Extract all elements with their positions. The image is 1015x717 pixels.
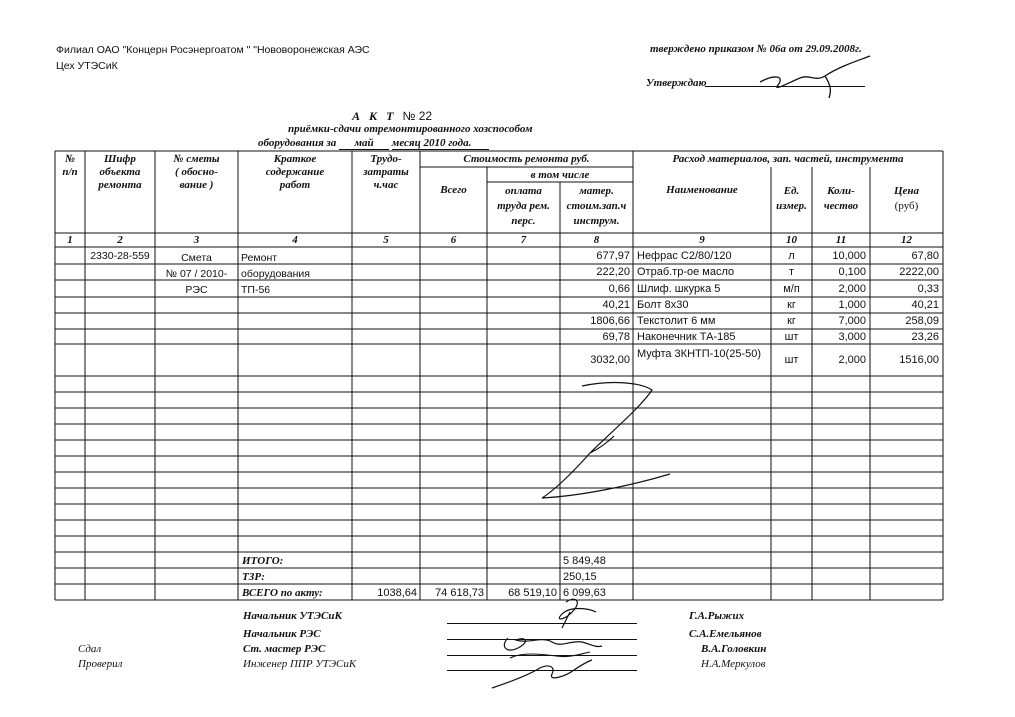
row4-mat: 40,21 [602,299,630,311]
itogo-label: ИТОГО: [242,555,284,567]
cost-group-header: Стоимость ремонта руб. [463,153,590,165]
tzr-label: ТЗР: [242,571,265,583]
colnum-8: 8 [593,234,600,246]
vsego-mat: 6 099,63 [563,587,606,599]
consumption-group-header: Расход материалов, зап. частей, инструмента [672,153,904,165]
org-line: Филиал ОАО "Концерн Росэнергоатом " "Нововоронежская АЭС [56,44,370,56]
role-head-utesik: Начальник УТЭСиК [243,610,342,622]
col-qty-header: Коли- чество [823,185,859,212]
col-mat-header: матер. стоим.зап.ч инструм. [566,185,627,227]
row2-price: 2222,00 [899,266,939,278]
dept-line: Цех УТЭСиК [56,60,118,72]
row7-unit: шт [784,354,799,366]
colnum-11: 11 [835,234,847,246]
vsego-total: 74 618,73 [435,587,484,599]
period-month: май [339,137,389,150]
colnum-12: 12 [901,234,912,246]
col-num-header: № п/п [62,153,78,178]
colnum-1: 1 [67,234,73,246]
row3-price: 0,33 [917,283,939,295]
tzr-value: 250,15 [563,571,597,583]
row2-unit: т [788,266,795,278]
col-pay-header: оплата труда рем. перс. [497,185,550,227]
row3-qty: 2,000 [838,283,866,295]
vsego-pay: 68 519,10 [508,587,557,599]
row7-qty: 2,000 [838,354,866,366]
col-total-header: Всего [440,184,467,196]
row1-mat: 677,97 [596,250,630,262]
object-code: 2330-28-559 [90,250,150,262]
row5-name: Текстолит 6 мм [637,315,716,327]
smeta-basis: Смета № 07 / 2010- РЭС [165,252,228,296]
role-senior-master: Ст. мастер РЭС [243,643,326,655]
row4-name: Болт 8х30 [637,299,689,311]
row4-price: 40,21 [911,299,939,311]
colnum-2: 2 [117,234,123,246]
name-emelyanov: С.А.Емельянов [689,628,762,640]
col-content-header: Краткое содержание работ [265,153,325,191]
col-unit-header: Ед. измер. [776,185,807,212]
period-suffix: месяц 2010 года. [392,137,490,150]
row4-unit: кг [787,299,796,311]
colnum-3: 3 [193,234,200,246]
row5-price: 258,09 [905,315,939,327]
approve-label: Утверждаю [646,77,707,89]
colnum-9: 9 [699,234,705,246]
row6-qty: 3,000 [838,331,866,343]
cancellation-stroke [520,378,690,508]
row6-price: 23,26 [911,331,939,343]
row6-mat: 69,78 [602,331,630,343]
row3-name: Шлиф. шкурка 5 [637,283,721,295]
handwritten-signatures [470,592,620,697]
row7-price: 1516,00 [899,354,939,366]
row5-qty: 7,000 [838,315,866,327]
colnum-10: 10 [786,234,797,246]
work-content: Ремонт оборудования ТП-56 [241,252,310,296]
act-subtitle: приёмки-сдачи отремонтированного хозспособом [288,123,533,135]
colnum-6: 6 [450,234,457,246]
name-merkulov: Н.А.Меркулов [701,658,766,670]
col-smeta-header: № сметы ( обосно- вание ) [173,153,220,191]
role-engineer: Инженер ППР УТЭСиК [243,658,357,670]
name-golovkin: В.А.Головкин [701,643,767,655]
approval-order-text: тверждено приказом № 06а от 29.09.2008г. [650,43,862,55]
handed-label: Сдал [78,643,102,655]
act-label: А К Т [352,109,397,123]
row3-unit: м/п [783,283,800,295]
colnum-4: 4 [292,234,298,246]
row6-name: Наконечник ТА-185 [637,331,736,343]
col-shifr-header: Шифр объекта ремонта [98,153,142,191]
col-price-header: Цена (руб) [893,185,920,212]
row6-unit: шт [784,331,799,343]
colnum-7: 7 [520,234,527,246]
row2-qty: 0,100 [838,266,866,278]
row1-qty: 10,000 [832,250,866,262]
incl-header: в том числе [530,169,590,181]
vsego-label: ВСЕГО по акту: [242,587,323,599]
row5-unit: кг [787,315,796,327]
row7-mat: 3032,00 [590,354,630,366]
row7-name: Муфта 3КНТП-10(25-50) [637,348,762,360]
colnum-5: 5 [383,234,389,246]
role-head-res: Начальник РЭС [243,628,321,640]
checked-label: Проверил [78,658,123,670]
row1-price: 67,80 [911,250,939,262]
act-number: № 22 [402,109,433,123]
row1-name: Нефрас С2/80/120 [637,250,732,262]
itogo-value: 5 849,48 [563,555,606,567]
col-labor-header: Трудо- затраты ч.час [363,153,409,191]
vsego-labor: 1038,64 [377,587,417,599]
row2-mat: 222,20 [596,266,630,278]
name-ryzhikh: Г.А.Рыжих [689,610,745,622]
col-name-header: Наименование [666,184,738,196]
row1-unit: л [788,250,795,262]
row3-mat: 0,66 [608,283,630,295]
row4-qty: 1,000 [838,299,866,311]
period-prefix: оборудования за [258,137,337,149]
row5-mat: 1806,66 [590,315,630,327]
row2-name: Отраб.тр-ое масло [637,266,735,278]
